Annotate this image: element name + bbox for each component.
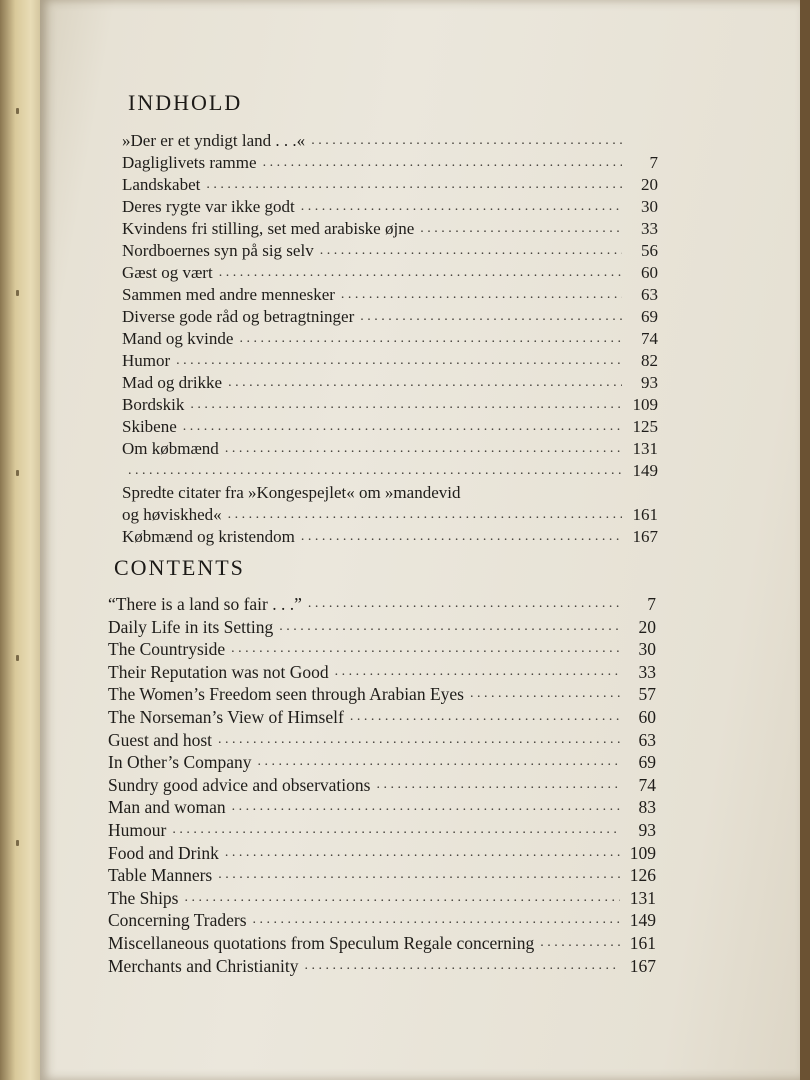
toc-entry-title: Mad og drikke bbox=[122, 373, 223, 392]
dot-leader bbox=[279, 616, 620, 639]
toc-entry-page: 63 bbox=[641, 285, 658, 304]
toc-entry bbox=[122, 350, 658, 372]
english-table-of-contents bbox=[108, 555, 656, 977]
toc-entry bbox=[122, 482, 658, 504]
toc-entry-page: 69 bbox=[638, 752, 656, 773]
toc-entry-title: Miscellaneous quotations from Speculum Regale concerning bbox=[108, 932, 535, 953]
book-page bbox=[40, 0, 800, 1080]
toc-entry-title: Spredte citater fra »Kongespejlet« om »mandevid bbox=[122, 483, 461, 502]
dot-leader bbox=[376, 774, 620, 797]
toc-entry bbox=[108, 819, 656, 842]
toc-entry-page: 69 bbox=[641, 307, 658, 326]
toc-entry bbox=[122, 372, 658, 394]
dot-leader bbox=[231, 638, 620, 661]
toc-entry-title: The Countryside bbox=[108, 639, 226, 660]
toc-entry-page: 125 bbox=[632, 417, 658, 436]
toc-entry-page: 30 bbox=[638, 639, 656, 660]
dot-leader bbox=[540, 932, 620, 955]
toc-entry-title: og høviskhed« bbox=[122, 505, 222, 524]
toc-entry bbox=[122, 130, 658, 152]
toc-entry bbox=[108, 909, 656, 932]
toc-entry bbox=[122, 438, 658, 460]
dot-leader bbox=[225, 438, 622, 460]
dot-leader bbox=[308, 593, 620, 616]
toc-entry bbox=[108, 593, 656, 616]
toc-entry-page: 131 bbox=[629, 887, 656, 908]
toc-entry bbox=[122, 394, 658, 416]
dot-leader bbox=[218, 864, 620, 887]
toc-entry-title: Guest and host bbox=[108, 729, 213, 750]
toc-entry-page: 167 bbox=[629, 955, 656, 976]
toc-entry bbox=[122, 328, 658, 350]
dot-leader bbox=[172, 819, 620, 842]
indhold-list bbox=[122, 130, 658, 482]
toc-entry bbox=[108, 774, 656, 797]
toc-entry-page: 149 bbox=[632, 461, 658, 480]
contents-heading: CONTENTS bbox=[114, 555, 245, 580]
toc-entry-page: 93 bbox=[638, 819, 656, 840]
toc-entry bbox=[122, 218, 658, 240]
toc-entry-title: Man and woman bbox=[108, 797, 226, 818]
dot-leader bbox=[420, 218, 622, 240]
toc-entry-title: Daily Life in its Setting bbox=[108, 616, 274, 637]
danish-table-of-contents bbox=[122, 90, 658, 548]
binding-stitch bbox=[16, 840, 19, 846]
dot-leader bbox=[228, 372, 622, 394]
toc-entry bbox=[122, 460, 658, 482]
toc-entry bbox=[122, 306, 658, 328]
binding-stitch bbox=[16, 290, 19, 296]
toc-entry-title: The Norseman’s View of Himself bbox=[108, 706, 344, 727]
toc-entry-page: 161 bbox=[629, 932, 656, 953]
toc-entry bbox=[122, 284, 658, 306]
toc-entry bbox=[122, 504, 658, 526]
dot-leader bbox=[185, 887, 621, 910]
dot-leader bbox=[350, 706, 620, 729]
toc-entry-title: Concerning Traders bbox=[108, 910, 247, 931]
toc-entry bbox=[122, 152, 658, 174]
toc-entry bbox=[108, 729, 656, 752]
toc-entry-title: Table Manners bbox=[108, 865, 213, 886]
contents-list bbox=[108, 593, 656, 977]
dot-leader bbox=[239, 328, 622, 350]
dot-leader bbox=[263, 152, 622, 174]
binding-stitch bbox=[16, 655, 19, 661]
dot-leader bbox=[341, 284, 622, 306]
toc-entry-page: 63 bbox=[638, 729, 656, 750]
toc-entry-title: Dagliglivets ramme bbox=[122, 153, 257, 172]
toc-entry-page: 33 bbox=[638, 661, 656, 682]
toc-entry-title: In Other’s Company bbox=[108, 752, 252, 773]
binding-stitch bbox=[16, 470, 19, 476]
toc-entry-title: Købmænd og kristendom bbox=[122, 527, 295, 546]
toc-entry-page: 131 bbox=[632, 439, 658, 458]
toc-entry-title: Sammen med andre mennesker bbox=[122, 285, 335, 304]
toc-entry-page: 7 bbox=[647, 594, 656, 614]
dot-leader bbox=[228, 504, 622, 526]
dot-leader bbox=[176, 350, 622, 372]
toc-entry-title: Sundry good advice and observations bbox=[108, 774, 371, 795]
toc-entry bbox=[122, 240, 658, 262]
dot-leader bbox=[301, 526, 622, 548]
toc-entry bbox=[108, 955, 656, 978]
toc-entry-title: Deres rygte var ikke godt bbox=[122, 197, 295, 216]
toc-entry-page: 7 bbox=[649, 153, 658, 172]
dot-leader bbox=[219, 262, 622, 284]
toc-entry-title: Diverse gode råd og betragtninger bbox=[122, 307, 355, 326]
dot-leader bbox=[301, 196, 622, 218]
toc-entry-page: 74 bbox=[641, 329, 658, 348]
toc-entry-title: The Women’s Freedom seen through Arabian Eyes bbox=[108, 684, 464, 705]
toc-entry bbox=[108, 751, 656, 774]
toc-entry bbox=[108, 887, 656, 910]
toc-entry-title: Nordboernes syn på sig selv bbox=[122, 241, 314, 260]
toc-entry bbox=[122, 526, 658, 548]
toc-entry-page: 82 bbox=[641, 351, 658, 370]
toc-entry-title: The Ships bbox=[108, 887, 179, 908]
toc-entry bbox=[108, 932, 656, 955]
toc-entry-title: Humor bbox=[122, 351, 171, 370]
dot-leader bbox=[190, 394, 622, 416]
dot-leader bbox=[305, 955, 620, 978]
dot-leader bbox=[183, 416, 622, 438]
toc-entry-page: 167 bbox=[632, 527, 658, 546]
toc-entry-page: 57 bbox=[638, 684, 656, 705]
toc-entry bbox=[122, 262, 658, 284]
toc-entry-title: »Der er et yndigt land . . .« bbox=[122, 131, 306, 150]
toc-entry-title: Humour bbox=[108, 819, 167, 840]
book-spine-edge bbox=[0, 0, 44, 1080]
dot-leader bbox=[225, 842, 620, 865]
toc-entry-page: 56 bbox=[641, 241, 658, 260]
toc-entry-page: 126 bbox=[629, 865, 656, 886]
dot-leader bbox=[470, 683, 620, 706]
dot-leader bbox=[128, 460, 622, 482]
toc-entry-title: Om købmænd bbox=[122, 439, 219, 458]
toc-entry-page: 149 bbox=[629, 910, 656, 931]
toc-entry-page: 93 bbox=[641, 373, 658, 392]
dot-leader bbox=[258, 751, 620, 774]
toc-entry bbox=[108, 796, 656, 819]
binding-stitch bbox=[16, 108, 19, 114]
toc-entry bbox=[122, 416, 658, 438]
dot-leader bbox=[311, 130, 622, 152]
dot-leader bbox=[218, 729, 620, 752]
toc-entry-title: Their Reputation was not Good bbox=[108, 661, 329, 682]
toc-entry-page: 30 bbox=[641, 197, 658, 216]
toc-entry-title: Merchants and Christianity bbox=[108, 955, 299, 976]
toc-entry-page: 60 bbox=[638, 706, 656, 727]
toc-entry-page: 74 bbox=[638, 774, 656, 795]
toc-entry-page: 60 bbox=[641, 263, 658, 282]
toc-entry-page: 161 bbox=[632, 505, 658, 524]
dot-leader bbox=[206, 174, 622, 196]
toc-entry bbox=[108, 706, 656, 729]
dot-leader bbox=[232, 796, 620, 819]
toc-entry-page: 20 bbox=[638, 616, 656, 637]
toc-entry bbox=[108, 864, 656, 887]
toc-entry bbox=[122, 174, 658, 196]
toc-entry-title: Landskabet bbox=[122, 175, 201, 194]
toc-entry bbox=[108, 638, 656, 661]
toc-entry-title: “There is a land so fair . . .” bbox=[108, 594, 302, 614]
toc-entry bbox=[108, 661, 656, 684]
toc-entry-title: Kvindens fri stilling, set med arabiske øjne bbox=[122, 219, 415, 238]
toc-entry bbox=[108, 842, 656, 865]
toc-entry-title: Mand og kvinde bbox=[122, 329, 234, 348]
toc-entry-page: 83 bbox=[638, 797, 656, 818]
toc-entry bbox=[122, 196, 658, 218]
toc-entry-title: Bordskik bbox=[122, 395, 185, 414]
toc-entry-title: Gæst og vært bbox=[122, 263, 213, 282]
toc-entry bbox=[108, 683, 656, 706]
toc-entry-page: 109 bbox=[629, 842, 656, 863]
toc-entry-title: Food and Drink bbox=[108, 842, 219, 863]
toc-entry bbox=[108, 616, 656, 639]
toc-entry-page: 20 bbox=[641, 175, 658, 194]
dot-leader bbox=[320, 240, 622, 262]
toc-entry-page: 109 bbox=[632, 395, 658, 414]
dot-leader bbox=[253, 909, 620, 932]
toc-entry-title: Skibene bbox=[122, 417, 177, 436]
dot-leader bbox=[335, 661, 620, 684]
toc-entry-page: 33 bbox=[641, 219, 658, 238]
dot-leader bbox=[360, 306, 622, 328]
indhold-heading: INDHOLD bbox=[128, 90, 243, 115]
